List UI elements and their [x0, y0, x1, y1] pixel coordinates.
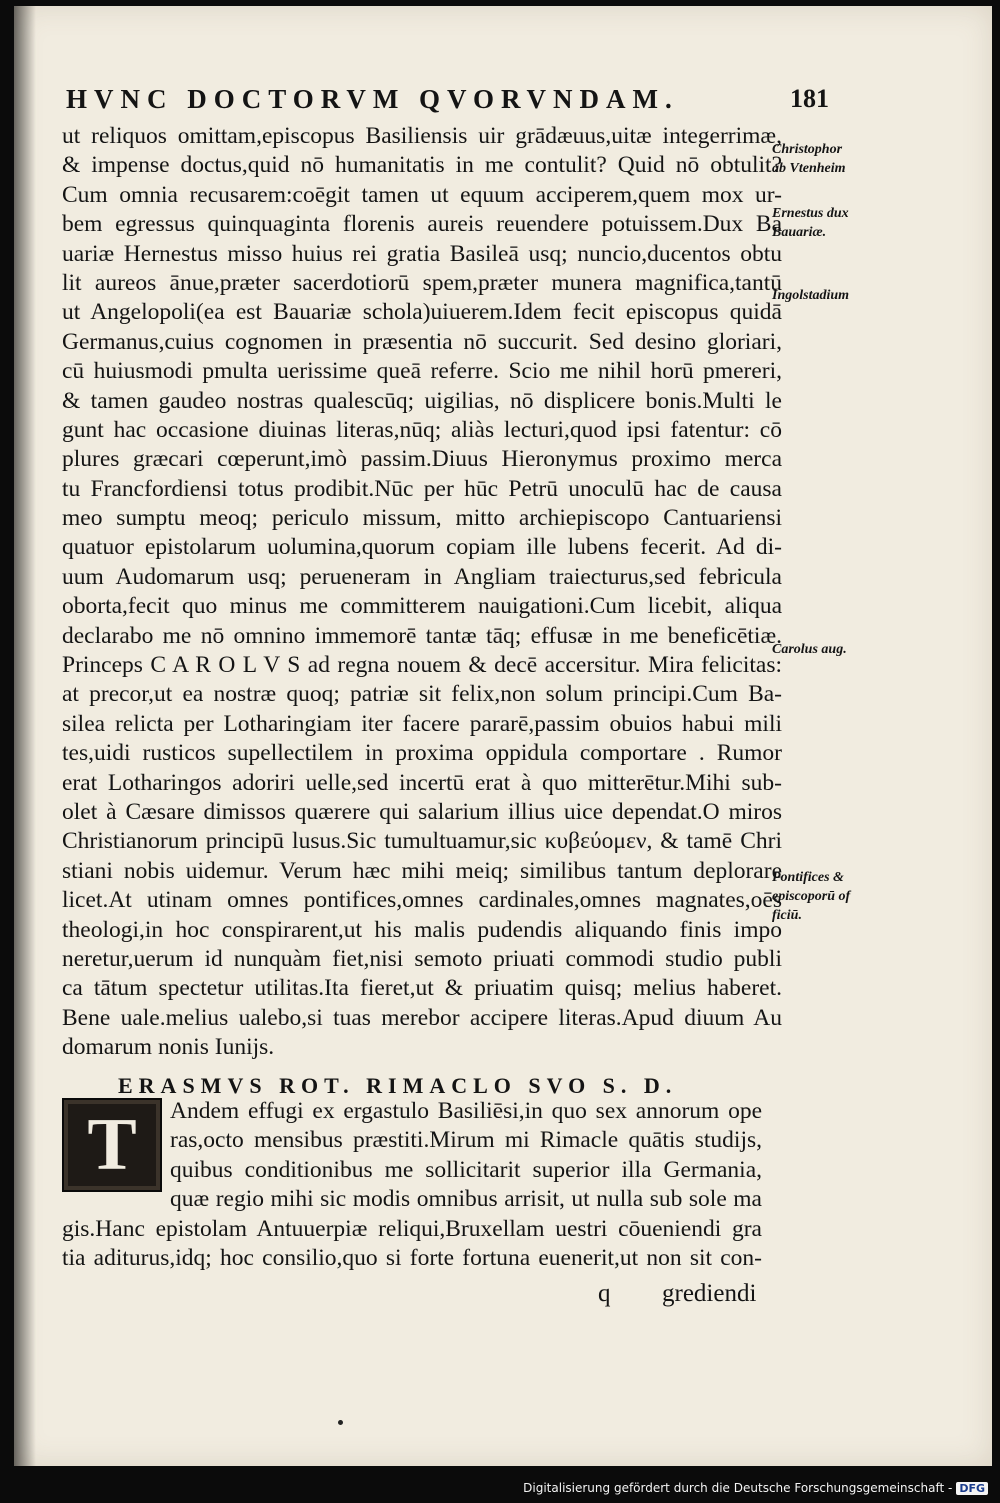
- text-line: cū huiusmodi pmulta uerissime queā referre. Scio me nihil horū pmereri,: [62, 358, 782, 385]
- text-line: quæ regio mihi sic modis omnibus arrisit, ut nulla sub sole ma: [170, 1186, 762, 1213]
- second-letter-heading: ERASMVS ROT. RIMACLO SVO S. D.: [118, 1073, 678, 1098]
- text-line: tu Francfordiensi totus prodibit.Nūc per hūc Petrū unoculū hac de causa: [62, 475, 782, 502]
- marginal-note-pontifices: Pontifices & episcoporū of ficiū.: [772, 870, 851, 923]
- text-line: uariæ Hernestus misso huius rei gratia Basileā usq; nuncio,ducentos obtu: [62, 240, 782, 267]
- text-line: ras,octo mensibus præstiti.Mirum mi Rimacle quātis studijs,: [170, 1127, 762, 1154]
- text-line: uum Audomarum usq; perueneram in Angliam traiecturus,sed febricula: [62, 563, 782, 590]
- ink-speck: [338, 1420, 343, 1425]
- text-line: erat Lotharingos adoriri uelle,sed incertū erat à quo mitterētur.Mihi sub-: [62, 769, 782, 796]
- text-line: Andem effugi ex ergastulo Basiliēsi,in quo sex annorum ope: [170, 1098, 762, 1124]
- page-number: 181: [790, 84, 829, 113]
- text-line: plures græcari cœperunt,imò passim.Diuus Hieronymus proximo merca: [62, 446, 782, 473]
- text-line: & impense doctus,quid nō humanitatis in me contulit? Quid nō obtulit?: [62, 152, 782, 179]
- text-line: olet à Cæsare dimissos quærere qui salarium illius uice dependat.O miros: [62, 798, 782, 825]
- text-line: licet.At utinam omnes pontifices,omnes cardinales,omnes magnates,oēs: [62, 887, 782, 914]
- text-line: quibus conditionibus me sollicitarit superior illa Germania,: [170, 1156, 762, 1183]
- text-line: Germanus,cuius cognomen in præsentia nō succurit. Sed desino gloriari,: [62, 328, 782, 355]
- running-head: HVNC DOCTORVM QVORVNDAM.: [66, 84, 679, 114]
- text-line: & tamen gaudeo nostras qualescūq; uigilias, nō displicere bonis.Multi le: [62, 387, 782, 414]
- text-line: declarabo me nō omnino immemorē tantæ tāq; effusæ in me beneficētiæ.: [62, 622, 782, 649]
- text-line: Cum omnia recusarem:coēgit tamen ut equum acciperem,quem mox ur-: [62, 181, 782, 208]
- second-letter-body: [62, 1097, 762, 1273]
- text-line: bem egressus quinquaginta florenis aureis reuendere potuissem.Dux Ba: [62, 211, 782, 238]
- text-line: gunt hac occasione diuinas literas,nūq; aliàs lecturi,quod ipsi fatentur: cō: [62, 416, 782, 443]
- text-line: at precor,ut ea nostræ quoq; patriæ sit felix,non solum principi.Cum Ba-: [62, 681, 782, 708]
- text-line: oborta,fecit quo minus me committerem nauigationi.Cum licebit, aliqua: [62, 593, 782, 620]
- text-line: ca tātum spectetur utilitas.Ita fieret,ut & priuatim quisq; melius haberet.: [62, 975, 782, 1002]
- catchword: grediendi: [662, 1280, 757, 1307]
- page-gutter-shadow: [14, 6, 36, 1466]
- text-line: Christianorum principū lusus.Sic tumultuamur,sic κυβεύομεν, & tamē Chri: [62, 828, 782, 855]
- dfg-logo-icon: DFG: [956, 1482, 988, 1495]
- text-line: tia aditurus,idq; hoc consilio,quo si forte fortuna euenerit,ut non sit con-: [62, 1244, 762, 1271]
- text-line: tes,uidi rusticos supellectilem in proxima oppidula comportare . Rumor: [62, 740, 782, 767]
- page-foot: [62, 1280, 762, 1312]
- marginal-note-christophor: Christophor ab Vtenheim: [772, 142, 846, 176]
- text-line: Bene uale.melius ualebo,si tuas merebor accipere literas.Apud diuum Au: [62, 1004, 782, 1031]
- text-line: domarum nonis Iunijs.: [62, 1034, 275, 1061]
- letter-body: [62, 122, 782, 1063]
- text-line: neretur,uerum id nunquàm fiet,nisi semoto priuati commodi studio publi: [62, 945, 782, 972]
- text-line: gis.Hanc epistolam Antuuerpiæ reliqui,Bruxellam uestri cōueniendi gra: [62, 1215, 762, 1242]
- text-line: silea relicta per Lotharingiam iter facere pararē,passim obuios habui mili: [62, 710, 782, 737]
- text-line: ut reliquos omittam,episcopus Basiliensis uir grādæuus,uitæ integerrimæ,: [62, 123, 782, 149]
- decorated-initial: T: [62, 1098, 162, 1192]
- marginal-note-ingolstadium: Ingolstadium: [772, 288, 850, 303]
- text-line: ut Angelopoli(ea est Bauariæ schola)uiuerem.Idem fecit episcopus quidā: [62, 299, 782, 326]
- text-line: quatuor epistolarum uolumina,quorum copiam ille lubens fecerit. Ad di-: [62, 534, 782, 561]
- credit-text: Digitalisierung gefördert durch die Deutsche Forschungsgemeinschaft -: [523, 1481, 953, 1495]
- text-line: lit aureos ānue,præter sacerdotiorū spem,præter munera magnifica,tantū: [62, 269, 782, 296]
- text-line: Princeps C A R O L V S ad regna nouem & decē accersitur. Mira felicitas:: [62, 652, 782, 679]
- text-line: stiani nobis uidemur. Verum hæc mihi meiq; similibus tantum deplorare: [62, 857, 782, 884]
- digitization-credit: [523, 1481, 988, 1495]
- marginal-note-carolus: Carolus aug.: [772, 642, 847, 657]
- marginal-note-ernestus: Ernestus dux Bauariæ.: [772, 206, 849, 240]
- signature-mark: q: [598, 1280, 611, 1307]
- text-line: meo sumptu meoq; periculo missum, mitto archiepiscopo Cantuariensi: [62, 505, 782, 532]
- text-line: theologi,in hoc conspirarent,ut his malis pudendis aliquando finis impo: [62, 916, 782, 943]
